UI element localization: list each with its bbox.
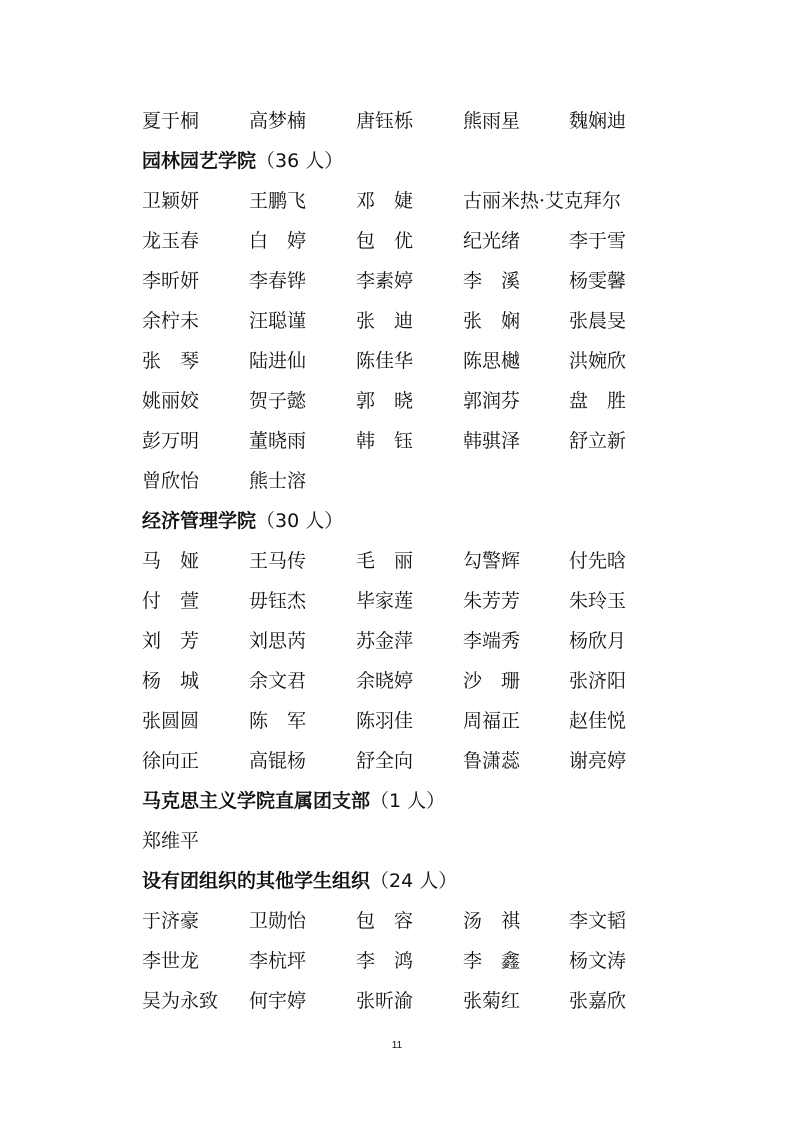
member-name: 张 迪 bbox=[356, 310, 414, 332]
member-name: 张济阳 bbox=[569, 670, 627, 692]
member-name: 朱芳芳 bbox=[463, 590, 521, 612]
member-name: 王马传 bbox=[249, 550, 307, 572]
member-name: 郭润芬 bbox=[463, 390, 521, 412]
member-name: 邓 婕 bbox=[356, 190, 414, 212]
member-name: 张嘉欣 bbox=[569, 990, 627, 1012]
member-name: 刘思芮 bbox=[249, 630, 307, 652]
member-name: 陈羽佳 bbox=[356, 710, 414, 732]
member-name: 沙 珊 bbox=[463, 670, 521, 692]
member-name: 张菊红 bbox=[463, 990, 521, 1012]
member-name: 张晨旻 bbox=[569, 310, 627, 332]
member-name: 毕家莲 bbox=[356, 590, 414, 612]
member-name: 李 溪 bbox=[463, 270, 521, 292]
member-name: 周福正 bbox=[463, 710, 521, 732]
member-name: 余晓婷 bbox=[356, 670, 414, 692]
member-name: 熊士溶 bbox=[249, 470, 307, 492]
member-name: 马 娅 bbox=[142, 550, 200, 572]
member-name: 高锟杨 bbox=[249, 750, 307, 772]
member-name: 余柠未 bbox=[142, 310, 200, 332]
section-heading bbox=[142, 861, 457, 901]
member-name: 付先晗 bbox=[569, 550, 627, 572]
member-name: 汪聪谨 bbox=[249, 310, 307, 332]
section-heading bbox=[142, 141, 343, 181]
section-count: （36 人） bbox=[256, 150, 344, 172]
member-name: 唐钰栎 bbox=[356, 110, 414, 132]
member-name: 李 鑫 bbox=[463, 950, 521, 972]
member-name: 付 萱 bbox=[142, 590, 200, 612]
member-name: 古丽米热·艾克拜尔 bbox=[463, 190, 622, 212]
member-name: 何宇婷 bbox=[249, 990, 307, 1012]
member-name: 魏娴迪 bbox=[569, 110, 627, 132]
section-count: （24 人） bbox=[370, 870, 458, 892]
member-name: 余文君 bbox=[249, 670, 307, 692]
member-name: 董晓雨 bbox=[249, 430, 307, 452]
member-name: 李 鸿 bbox=[356, 950, 414, 972]
member-name: 龙玉春 bbox=[142, 230, 200, 252]
member-name: 陈思樾 bbox=[463, 350, 521, 372]
member-name: 王鹏飞 bbox=[249, 190, 307, 212]
member-name: 卫勋怡 bbox=[249, 910, 307, 932]
member-name: 杨 城 bbox=[142, 670, 200, 692]
section-title: 设有团组织的其他学生组织 bbox=[142, 870, 371, 892]
member-name: 李杭坪 bbox=[249, 950, 307, 972]
member-name: 鲁潇蕊 bbox=[463, 750, 521, 772]
member-name: 姚丽姣 bbox=[142, 390, 200, 412]
member-name: 高梦楠 bbox=[249, 110, 307, 132]
member-name: 韩 钰 bbox=[356, 430, 414, 452]
member-name: 夏于桐 bbox=[142, 110, 200, 132]
member-name: 李春铧 bbox=[249, 270, 307, 292]
member-name: 张圆圆 bbox=[142, 710, 200, 732]
member-name: 盘 胜 bbox=[569, 390, 627, 412]
member-name: 陆进仙 bbox=[249, 350, 307, 372]
member-name: 舒全向 bbox=[356, 750, 414, 772]
member-name: 杨欣月 bbox=[569, 630, 627, 652]
member-name: 陈佳华 bbox=[356, 350, 414, 372]
member-name: 谢亮婷 bbox=[569, 750, 627, 772]
member-name: 白 婷 bbox=[249, 230, 307, 252]
member-name: 曾欣怡 bbox=[142, 470, 200, 492]
section-title: 经济管理学院 bbox=[142, 510, 257, 532]
member-name: 朱玲玉 bbox=[569, 590, 627, 612]
section-heading bbox=[142, 781, 445, 821]
member-name: 李昕妍 bbox=[142, 270, 200, 292]
member-name: 李于雪 bbox=[569, 230, 627, 252]
member-name: 贺子懿 bbox=[249, 390, 307, 412]
section-title: 马克思主义学院直属团支部 bbox=[142, 790, 371, 812]
member-name: 勾警辉 bbox=[463, 550, 521, 572]
page-number: 11 bbox=[391, 1040, 403, 1051]
member-name: 李世龙 bbox=[142, 950, 200, 972]
member-name: 李端秀 bbox=[463, 630, 521, 652]
member-name: 纪光绪 bbox=[463, 230, 521, 252]
member-name: 包 优 bbox=[356, 230, 414, 252]
member-name: 包 容 bbox=[356, 910, 414, 932]
section-count: （30 人） bbox=[256, 510, 344, 532]
member-name: 洪婉欣 bbox=[569, 350, 627, 372]
member-name: 陈 军 bbox=[249, 710, 307, 732]
section-count: （1 人） bbox=[370, 790, 446, 812]
member-name: 卫颖妍 bbox=[142, 190, 200, 212]
member-name: 于济豪 bbox=[142, 910, 200, 932]
member-name: 赵佳悦 bbox=[569, 710, 627, 732]
member-name: 李素婷 bbox=[356, 270, 414, 292]
member-name: 吴为永致 bbox=[142, 990, 219, 1012]
member-name: 杨雯馨 bbox=[569, 270, 627, 292]
member-name: 郑维平 bbox=[142, 830, 200, 852]
member-name: 韩骐泽 bbox=[463, 430, 521, 452]
member-name: 汤 祺 bbox=[463, 910, 521, 932]
member-name: 刘 芳 bbox=[142, 630, 200, 652]
member-name: 苏金萍 bbox=[356, 630, 414, 652]
section-heading bbox=[142, 501, 343, 541]
member-name: 彭万明 bbox=[142, 430, 200, 452]
member-name: 张 琴 bbox=[142, 350, 200, 372]
section-title: 园林园艺学院 bbox=[142, 150, 257, 172]
member-name: 徐向正 bbox=[142, 750, 200, 772]
member-name: 杨文涛 bbox=[569, 950, 627, 972]
member-name: 毋钰杰 bbox=[249, 590, 307, 612]
member-name: 毛 丽 bbox=[356, 550, 414, 572]
member-name: 李文韬 bbox=[569, 910, 627, 932]
member-name: 舒立新 bbox=[569, 430, 627, 452]
member-name: 张昕渝 bbox=[356, 990, 414, 1012]
member-name: 张 娴 bbox=[463, 310, 521, 332]
member-name: 熊雨星 bbox=[463, 110, 521, 132]
member-name: 郭 晓 bbox=[356, 390, 414, 412]
